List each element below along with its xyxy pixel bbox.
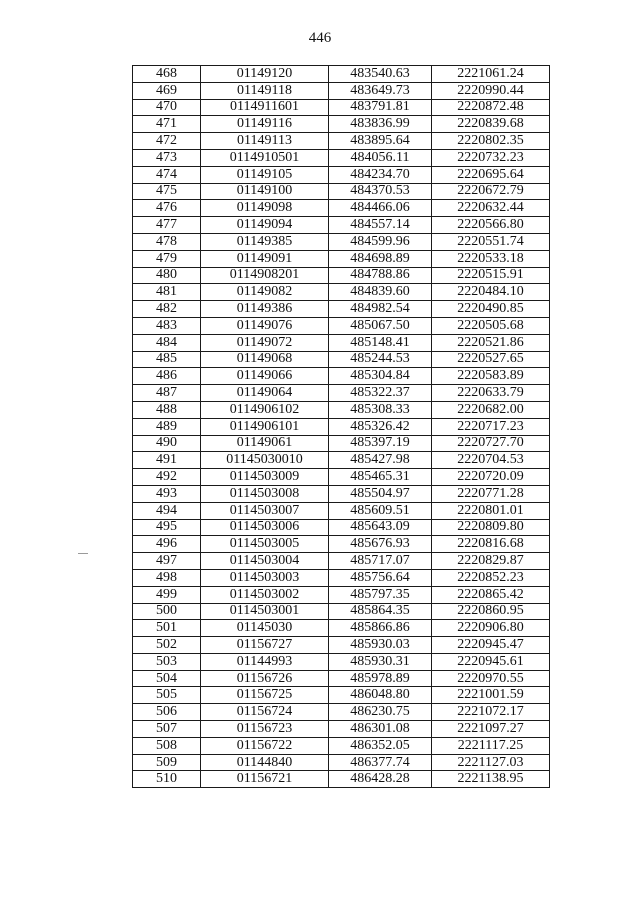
row-number-cell: 497 xyxy=(133,553,201,570)
y-coordinate-cell: 2220970.55 xyxy=(432,670,550,687)
y-coordinate-cell: 2221127.03 xyxy=(432,754,550,771)
row-number-cell: 503 xyxy=(133,653,201,670)
row-number-cell: 506 xyxy=(133,704,201,721)
margin-mark xyxy=(78,553,88,554)
table-row xyxy=(133,385,550,402)
y-coordinate-cell: 2220809.80 xyxy=(432,519,550,536)
point-id-cell: 01149061 xyxy=(201,435,329,452)
table-row xyxy=(133,536,550,553)
point-id-cell: 0114503008 xyxy=(201,485,329,502)
x-coordinate-cell: 486048.80 xyxy=(329,687,432,704)
point-id-cell: 01156727 xyxy=(201,637,329,654)
table-row xyxy=(133,620,550,637)
row-number-cell: 510 xyxy=(133,771,201,788)
x-coordinate-cell: 485756.64 xyxy=(329,569,432,586)
row-number-cell: 482 xyxy=(133,301,201,318)
point-id-cell: 01149116 xyxy=(201,116,329,133)
table-row xyxy=(133,418,550,435)
row-number-cell: 484 xyxy=(133,334,201,351)
point-id-cell: 0114503004 xyxy=(201,553,329,570)
x-coordinate-cell: 485148.41 xyxy=(329,334,432,351)
table-row xyxy=(133,284,550,301)
x-coordinate-cell: 485864.35 xyxy=(329,603,432,620)
point-id-cell: 0114503006 xyxy=(201,519,329,536)
point-id-cell: 01149094 xyxy=(201,217,329,234)
row-number-cell: 470 xyxy=(133,99,201,116)
row-number-cell: 502 xyxy=(133,637,201,654)
table-row xyxy=(133,687,550,704)
row-number-cell: 491 xyxy=(133,452,201,469)
point-id-cell: 0114503005 xyxy=(201,536,329,553)
x-coordinate-cell: 485609.51 xyxy=(329,502,432,519)
point-id-cell: 01149385 xyxy=(201,233,329,250)
page-number: 446 xyxy=(308,30,332,46)
x-coordinate-cell: 484698.89 xyxy=(329,250,432,267)
row-number-cell: 490 xyxy=(133,435,201,452)
y-coordinate-cell: 2220829.87 xyxy=(432,553,550,570)
row-number-cell: 505 xyxy=(133,687,201,704)
x-coordinate-cell: 484370.53 xyxy=(329,183,432,200)
x-coordinate-cell: 483540.63 xyxy=(329,66,432,83)
row-number-cell: 468 xyxy=(133,66,201,83)
table-row xyxy=(133,334,550,351)
row-number-cell: 478 xyxy=(133,233,201,250)
table-row xyxy=(133,250,550,267)
table-row xyxy=(133,200,550,217)
point-id-cell: 0114911601 xyxy=(201,99,329,116)
point-id-cell: 01149113 xyxy=(201,133,329,150)
point-id-cell: 01149098 xyxy=(201,200,329,217)
row-number-cell: 477 xyxy=(133,217,201,234)
y-coordinate-cell: 2220816.68 xyxy=(432,536,550,553)
row-number-cell: 489 xyxy=(133,418,201,435)
y-coordinate-cell: 2220533.18 xyxy=(432,250,550,267)
x-coordinate-cell: 485866.86 xyxy=(329,620,432,637)
y-coordinate-cell: 2221072.17 xyxy=(432,704,550,721)
y-coordinate-cell: 2220515.91 xyxy=(432,267,550,284)
x-coordinate-cell: 484557.14 xyxy=(329,217,432,234)
point-id-cell: 0114503003 xyxy=(201,569,329,586)
y-coordinate-cell: 2220632.44 xyxy=(432,200,550,217)
table-row xyxy=(133,99,550,116)
table-row xyxy=(133,653,550,670)
point-id-cell: 01149072 xyxy=(201,334,329,351)
y-coordinate-cell: 2220704.53 xyxy=(432,452,550,469)
table-row xyxy=(133,452,550,469)
table-row xyxy=(133,133,550,150)
table-row xyxy=(133,149,550,166)
row-number-cell: 499 xyxy=(133,586,201,603)
x-coordinate-cell: 485308.33 xyxy=(329,401,432,418)
row-number-cell: 476 xyxy=(133,200,201,217)
table-row xyxy=(133,754,550,771)
table-row xyxy=(133,737,550,754)
x-coordinate-cell: 484056.11 xyxy=(329,149,432,166)
table-row xyxy=(133,519,550,536)
table-row xyxy=(133,469,550,486)
x-coordinate-cell: 483649.73 xyxy=(329,82,432,99)
row-number-cell: 474 xyxy=(133,166,201,183)
x-coordinate-cell: 485643.09 xyxy=(329,519,432,536)
row-number-cell: 509 xyxy=(133,754,201,771)
table-row xyxy=(133,485,550,502)
point-id-cell: 01144993 xyxy=(201,653,329,670)
point-id-cell: 01149082 xyxy=(201,284,329,301)
row-number-cell: 496 xyxy=(133,536,201,553)
y-coordinate-cell: 2220727.70 xyxy=(432,435,550,452)
point-id-cell: 01149118 xyxy=(201,82,329,99)
table-row xyxy=(133,267,550,284)
point-id-cell: 0114908201 xyxy=(201,267,329,284)
table-row xyxy=(133,233,550,250)
x-coordinate-cell: 484788.86 xyxy=(329,267,432,284)
y-coordinate-cell: 2220521.86 xyxy=(432,334,550,351)
table-row xyxy=(133,721,550,738)
x-coordinate-cell: 485930.03 xyxy=(329,637,432,654)
point-id-cell: 01149105 xyxy=(201,166,329,183)
y-coordinate-cell: 2221001.59 xyxy=(432,687,550,704)
table-row xyxy=(133,670,550,687)
y-coordinate-cell: 2220860.95 xyxy=(432,603,550,620)
point-id-cell: 01156724 xyxy=(201,704,329,721)
y-coordinate-cell: 2221061.24 xyxy=(432,66,550,83)
row-number-cell: 508 xyxy=(133,737,201,754)
y-coordinate-cell: 2220945.61 xyxy=(432,653,550,670)
point-id-cell: 0114906102 xyxy=(201,401,329,418)
y-coordinate-cell: 2220839.68 xyxy=(432,116,550,133)
row-number-cell: 485 xyxy=(133,351,201,368)
y-coordinate-cell: 2220672.79 xyxy=(432,183,550,200)
table-row xyxy=(133,637,550,654)
table-row xyxy=(133,502,550,519)
x-coordinate-cell: 485465.31 xyxy=(329,469,432,486)
point-id-cell: 0114503009 xyxy=(201,469,329,486)
x-coordinate-cell: 485717.07 xyxy=(329,553,432,570)
x-coordinate-cell: 486377.74 xyxy=(329,754,432,771)
y-coordinate-cell: 2220633.79 xyxy=(432,385,550,402)
table-row xyxy=(133,553,550,570)
row-number-cell: 481 xyxy=(133,284,201,301)
y-coordinate-cell: 2220695.64 xyxy=(432,166,550,183)
x-coordinate-cell: 483895.64 xyxy=(329,133,432,150)
x-coordinate-cell: 483791.81 xyxy=(329,99,432,116)
y-coordinate-cell: 2220801.01 xyxy=(432,502,550,519)
table-row xyxy=(133,368,550,385)
point-id-cell: 01149386 xyxy=(201,301,329,318)
point-id-cell: 01156726 xyxy=(201,670,329,687)
table-row xyxy=(133,771,550,788)
row-number-cell: 501 xyxy=(133,620,201,637)
point-id-cell: 0114503001 xyxy=(201,603,329,620)
x-coordinate-cell: 484466.06 xyxy=(329,200,432,217)
y-coordinate-cell: 2220852.23 xyxy=(432,569,550,586)
row-number-cell: 507 xyxy=(133,721,201,738)
y-coordinate-cell: 2221097.27 xyxy=(432,721,550,738)
x-coordinate-cell: 485326.42 xyxy=(329,418,432,435)
row-number-cell: 500 xyxy=(133,603,201,620)
table-row xyxy=(133,401,550,418)
table-row xyxy=(133,704,550,721)
row-number-cell: 494 xyxy=(133,502,201,519)
table-row xyxy=(133,586,550,603)
point-id-cell: 01145030010 xyxy=(201,452,329,469)
point-id-cell: 01149100 xyxy=(201,183,329,200)
row-number-cell: 504 xyxy=(133,670,201,687)
x-coordinate-cell: 484982.54 xyxy=(329,301,432,318)
point-id-cell: 01149120 xyxy=(201,66,329,83)
y-coordinate-cell: 2221117.25 xyxy=(432,737,550,754)
x-coordinate-cell: 485504.97 xyxy=(329,485,432,502)
x-coordinate-cell: 486301.08 xyxy=(329,721,432,738)
row-number-cell: 487 xyxy=(133,385,201,402)
y-coordinate-cell: 2220583.89 xyxy=(432,368,550,385)
point-id-cell: 01156725 xyxy=(201,687,329,704)
x-coordinate-cell: 484599.96 xyxy=(329,233,432,250)
y-coordinate-cell: 2220720.09 xyxy=(432,469,550,486)
x-coordinate-cell: 485397.19 xyxy=(329,435,432,452)
point-id-cell: 01156723 xyxy=(201,721,329,738)
point-id-cell: 0114910501 xyxy=(201,149,329,166)
y-coordinate-cell: 2220551.74 xyxy=(432,233,550,250)
row-number-cell: 472 xyxy=(133,133,201,150)
y-coordinate-cell: 2220505.68 xyxy=(432,317,550,334)
y-coordinate-cell: 2220484.10 xyxy=(432,284,550,301)
x-coordinate-cell: 483836.99 xyxy=(329,116,432,133)
y-coordinate-cell: 2220872.48 xyxy=(432,99,550,116)
table-row xyxy=(133,301,550,318)
row-number-cell: 483 xyxy=(133,317,201,334)
y-coordinate-cell: 2220802.35 xyxy=(432,133,550,150)
table-row xyxy=(133,66,550,83)
table-row xyxy=(133,351,550,368)
y-coordinate-cell: 2220566.80 xyxy=(432,217,550,234)
x-coordinate-cell: 485244.53 xyxy=(329,351,432,368)
row-number-cell: 469 xyxy=(133,82,201,99)
row-number-cell: 480 xyxy=(133,267,201,284)
y-coordinate-cell: 2220527.65 xyxy=(432,351,550,368)
table-row xyxy=(133,166,550,183)
point-id-cell: 01145030 xyxy=(201,620,329,637)
x-coordinate-cell: 486230.75 xyxy=(329,704,432,721)
x-coordinate-cell: 485676.93 xyxy=(329,536,432,553)
table-row xyxy=(133,183,550,200)
row-number-cell: 486 xyxy=(133,368,201,385)
point-id-cell: 01156721 xyxy=(201,771,329,788)
x-coordinate-cell: 485322.37 xyxy=(329,385,432,402)
y-coordinate-cell: 2220771.28 xyxy=(432,485,550,502)
row-number-cell: 492 xyxy=(133,469,201,486)
x-coordinate-cell: 485427.98 xyxy=(329,452,432,469)
table-row xyxy=(133,217,550,234)
table-row xyxy=(133,317,550,334)
x-coordinate-cell: 485978.89 xyxy=(329,670,432,687)
x-coordinate-cell: 485797.35 xyxy=(329,586,432,603)
y-coordinate-cell: 2220990.44 xyxy=(432,82,550,99)
coordinates-table xyxy=(132,65,550,788)
row-number-cell: 495 xyxy=(133,519,201,536)
point-id-cell: 0114906101 xyxy=(201,418,329,435)
y-coordinate-cell: 2221138.95 xyxy=(432,771,550,788)
table-row xyxy=(133,603,550,620)
y-coordinate-cell: 2220732.23 xyxy=(432,149,550,166)
point-id-cell: 01149064 xyxy=(201,385,329,402)
point-id-cell: 0114503007 xyxy=(201,502,329,519)
row-number-cell: 488 xyxy=(133,401,201,418)
row-number-cell: 498 xyxy=(133,569,201,586)
point-id-cell: 01149076 xyxy=(201,317,329,334)
x-coordinate-cell: 484839.60 xyxy=(329,284,432,301)
table-row xyxy=(133,116,550,133)
table-body xyxy=(133,66,550,788)
y-coordinate-cell: 2220906.80 xyxy=(432,620,550,637)
table-row xyxy=(133,435,550,452)
row-number-cell: 493 xyxy=(133,485,201,502)
table-row xyxy=(133,82,550,99)
y-coordinate-cell: 2220490.85 xyxy=(432,301,550,318)
row-number-cell: 475 xyxy=(133,183,201,200)
x-coordinate-cell: 486428.28 xyxy=(329,771,432,788)
y-coordinate-cell: 2220865.42 xyxy=(432,586,550,603)
point-id-cell: 01149068 xyxy=(201,351,329,368)
y-coordinate-cell: 2220717.23 xyxy=(432,418,550,435)
point-id-cell: 01144840 xyxy=(201,754,329,771)
x-coordinate-cell: 486352.05 xyxy=(329,737,432,754)
x-coordinate-cell: 485930.31 xyxy=(329,653,432,670)
point-id-cell: 01156722 xyxy=(201,737,329,754)
x-coordinate-cell: 485067.50 xyxy=(329,317,432,334)
point-id-cell: 01149091 xyxy=(201,250,329,267)
row-number-cell: 479 xyxy=(133,250,201,267)
y-coordinate-cell: 2220945.47 xyxy=(432,637,550,654)
table-row xyxy=(133,569,550,586)
point-id-cell: 01149066 xyxy=(201,368,329,385)
point-id-cell: 0114503002 xyxy=(201,586,329,603)
row-number-cell: 473 xyxy=(133,149,201,166)
x-coordinate-cell: 485304.84 xyxy=(329,368,432,385)
row-number-cell: 471 xyxy=(133,116,201,133)
x-coordinate-cell: 484234.70 xyxy=(329,166,432,183)
y-coordinate-cell: 2220682.00 xyxy=(432,401,550,418)
